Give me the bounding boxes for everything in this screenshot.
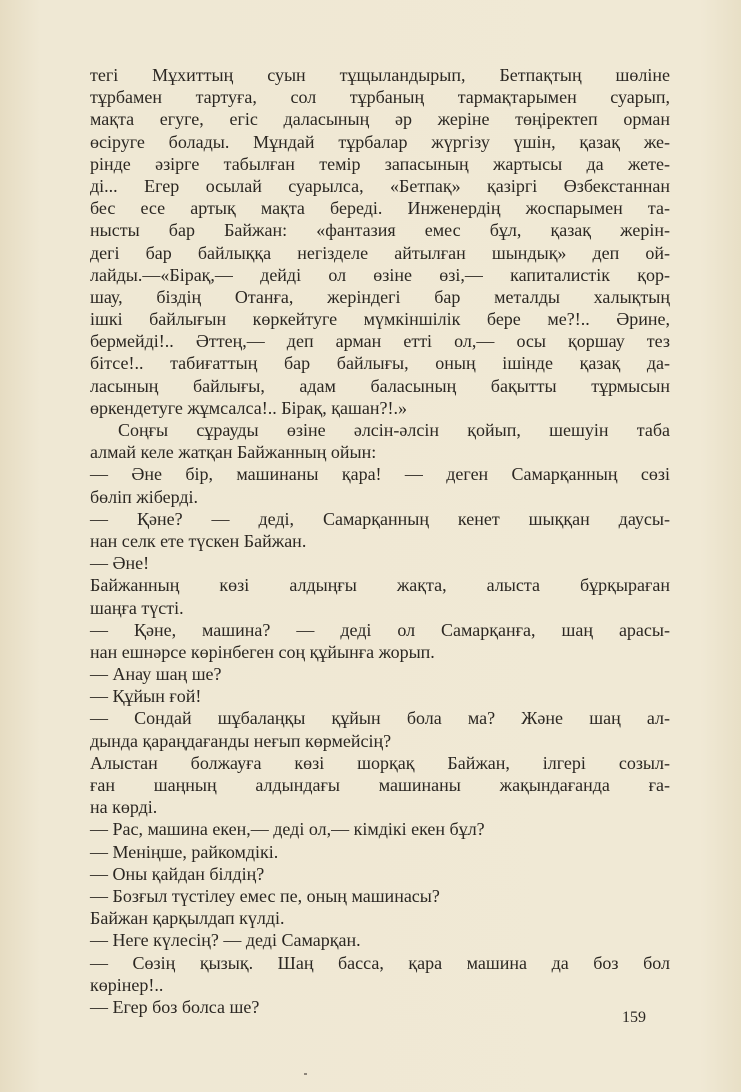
text-line: нан ешнәрсе көрінбеген соң құйынға жорып.: [90, 641, 435, 662]
text-line: өркендетуге жұмсалса!.. Бірақ, қашан?!.»: [90, 397, 407, 418]
text-line: ішкі байлығын көркейтуге мүмкіншілік бере ме?!.. Әрине,: [90, 309, 670, 330]
text-line: Соңғы сұрауды өзіне әлсін-әлсін қойып, шешуін таба: [118, 420, 670, 440]
text-line: лайды.—«Бірақ,— дейді ол өзіне өзі,— капиталистік қор-: [90, 264, 670, 285]
text-line: Алыстан болжауға көзі шорқақ Байжан, ілгері созыл-: [90, 752, 670, 773]
text-line: мақта егуге, егіс даласының әр жеріне төңіректеп орман: [90, 109, 670, 130]
text-line: Байжан қарқылдап күлді.: [90, 908, 285, 929]
text-line: — Неге күлесің? — деді Самарқан.: [90, 930, 361, 951]
text-line: — Құйын ғой!: [90, 686, 202, 707]
text-line: — Оны қайдан білдің?: [90, 863, 265, 884]
text-line: бітсе!.. табиғаттың бар байлығы, оның ішінде қазақ да-: [90, 353, 670, 374]
text-line: бермейді!.. Әттең,— деп арман етті ол,— осы қоршау тез: [90, 331, 670, 352]
text-line: шаңға түсті.: [90, 597, 184, 618]
text-line: — Әне бір, машинаны қара! — деген Самарқанның сөзі: [90, 464, 670, 485]
text-line: рінде әзірге табылған темір запасының жартысы да жете-: [90, 153, 670, 174]
text-line: көрінер!..: [90, 974, 164, 995]
text-line: тегі Мұхиттың суын тұщыландырып, Бетпақтың шөліне: [90, 65, 670, 85]
page-number: 159: [622, 1009, 646, 1026]
text-line: шау, біздің Отанға, жеріндегі бар металды халықтың: [90, 286, 670, 307]
text-line: — Сөзің қызық. Шаң басса, қара машина да боз бол: [90, 952, 670, 973]
text-line: алмай келе жатқан Байжанның ойын:: [90, 442, 377, 463]
body-text: [90, 64, 670, 1018]
paper-speck: [304, 1073, 307, 1075]
text-line: — Қәне, машина? — деді ол Самарқанға, шаң арасы-: [90, 619, 670, 640]
text-line: бес есе артық мақта береді. Инженердің жоспарымен та-: [90, 198, 670, 219]
text-line: на көрді.: [90, 797, 158, 818]
text-line: тұрбамен тартуға, сол тұрбаның тармақтарымен суарып,: [90, 87, 670, 108]
text-line: бөліп жіберді.: [90, 486, 199, 507]
text-line: дында қараңдағанды неғып көрмейсің?: [90, 730, 392, 751]
text-line: — Сондай шұбалаңқы құйын бола ма? Және шаң ал-: [90, 708, 670, 729]
text-line: дегі бар байлыққа негізделе айтылған шындық» деп ой-: [90, 242, 670, 263]
text-line: — Бозғыл түстілеу емес пе, оның машинасы?: [90, 885, 440, 906]
text-line: — Меніңше, райкомдікі.: [90, 841, 279, 862]
text-line: — Анау шаң ше?: [90, 664, 222, 685]
text-line: өсіруге болады. Мұндай тұрбалар жүргізу үшін, қазақ же-: [90, 131, 670, 152]
text-line: — Қәне? — деді, Самарқанның кенет шыққан даусы-: [90, 508, 670, 529]
text-line: — Әне!: [90, 553, 150, 574]
text-line: — Егер боз болса ше?: [90, 996, 260, 1017]
text-line: нан селк ете түскен Байжан.: [90, 530, 307, 551]
text-line: ған шаңның алдындағы машинаны жақындағанда ға-: [90, 775, 670, 795]
text-line: нысты бар Байжан: «фантазия емес бұл, қазақ жерін-: [90, 220, 670, 241]
text-line: ласының байлығы, адам баласының бақытты тұрмысын: [90, 375, 670, 396]
text-line: ді... Егер осылай суарылса, «Бетпақ» қазіргі Өзбекстаннан: [90, 175, 670, 196]
text-line: — Рас, машина екен,— деді ол,— кімдікі екен бұл?: [90, 819, 485, 840]
text-line: Байжанның көзі алдыңғы жақта, алыста бұрқыраған: [90, 575, 670, 596]
